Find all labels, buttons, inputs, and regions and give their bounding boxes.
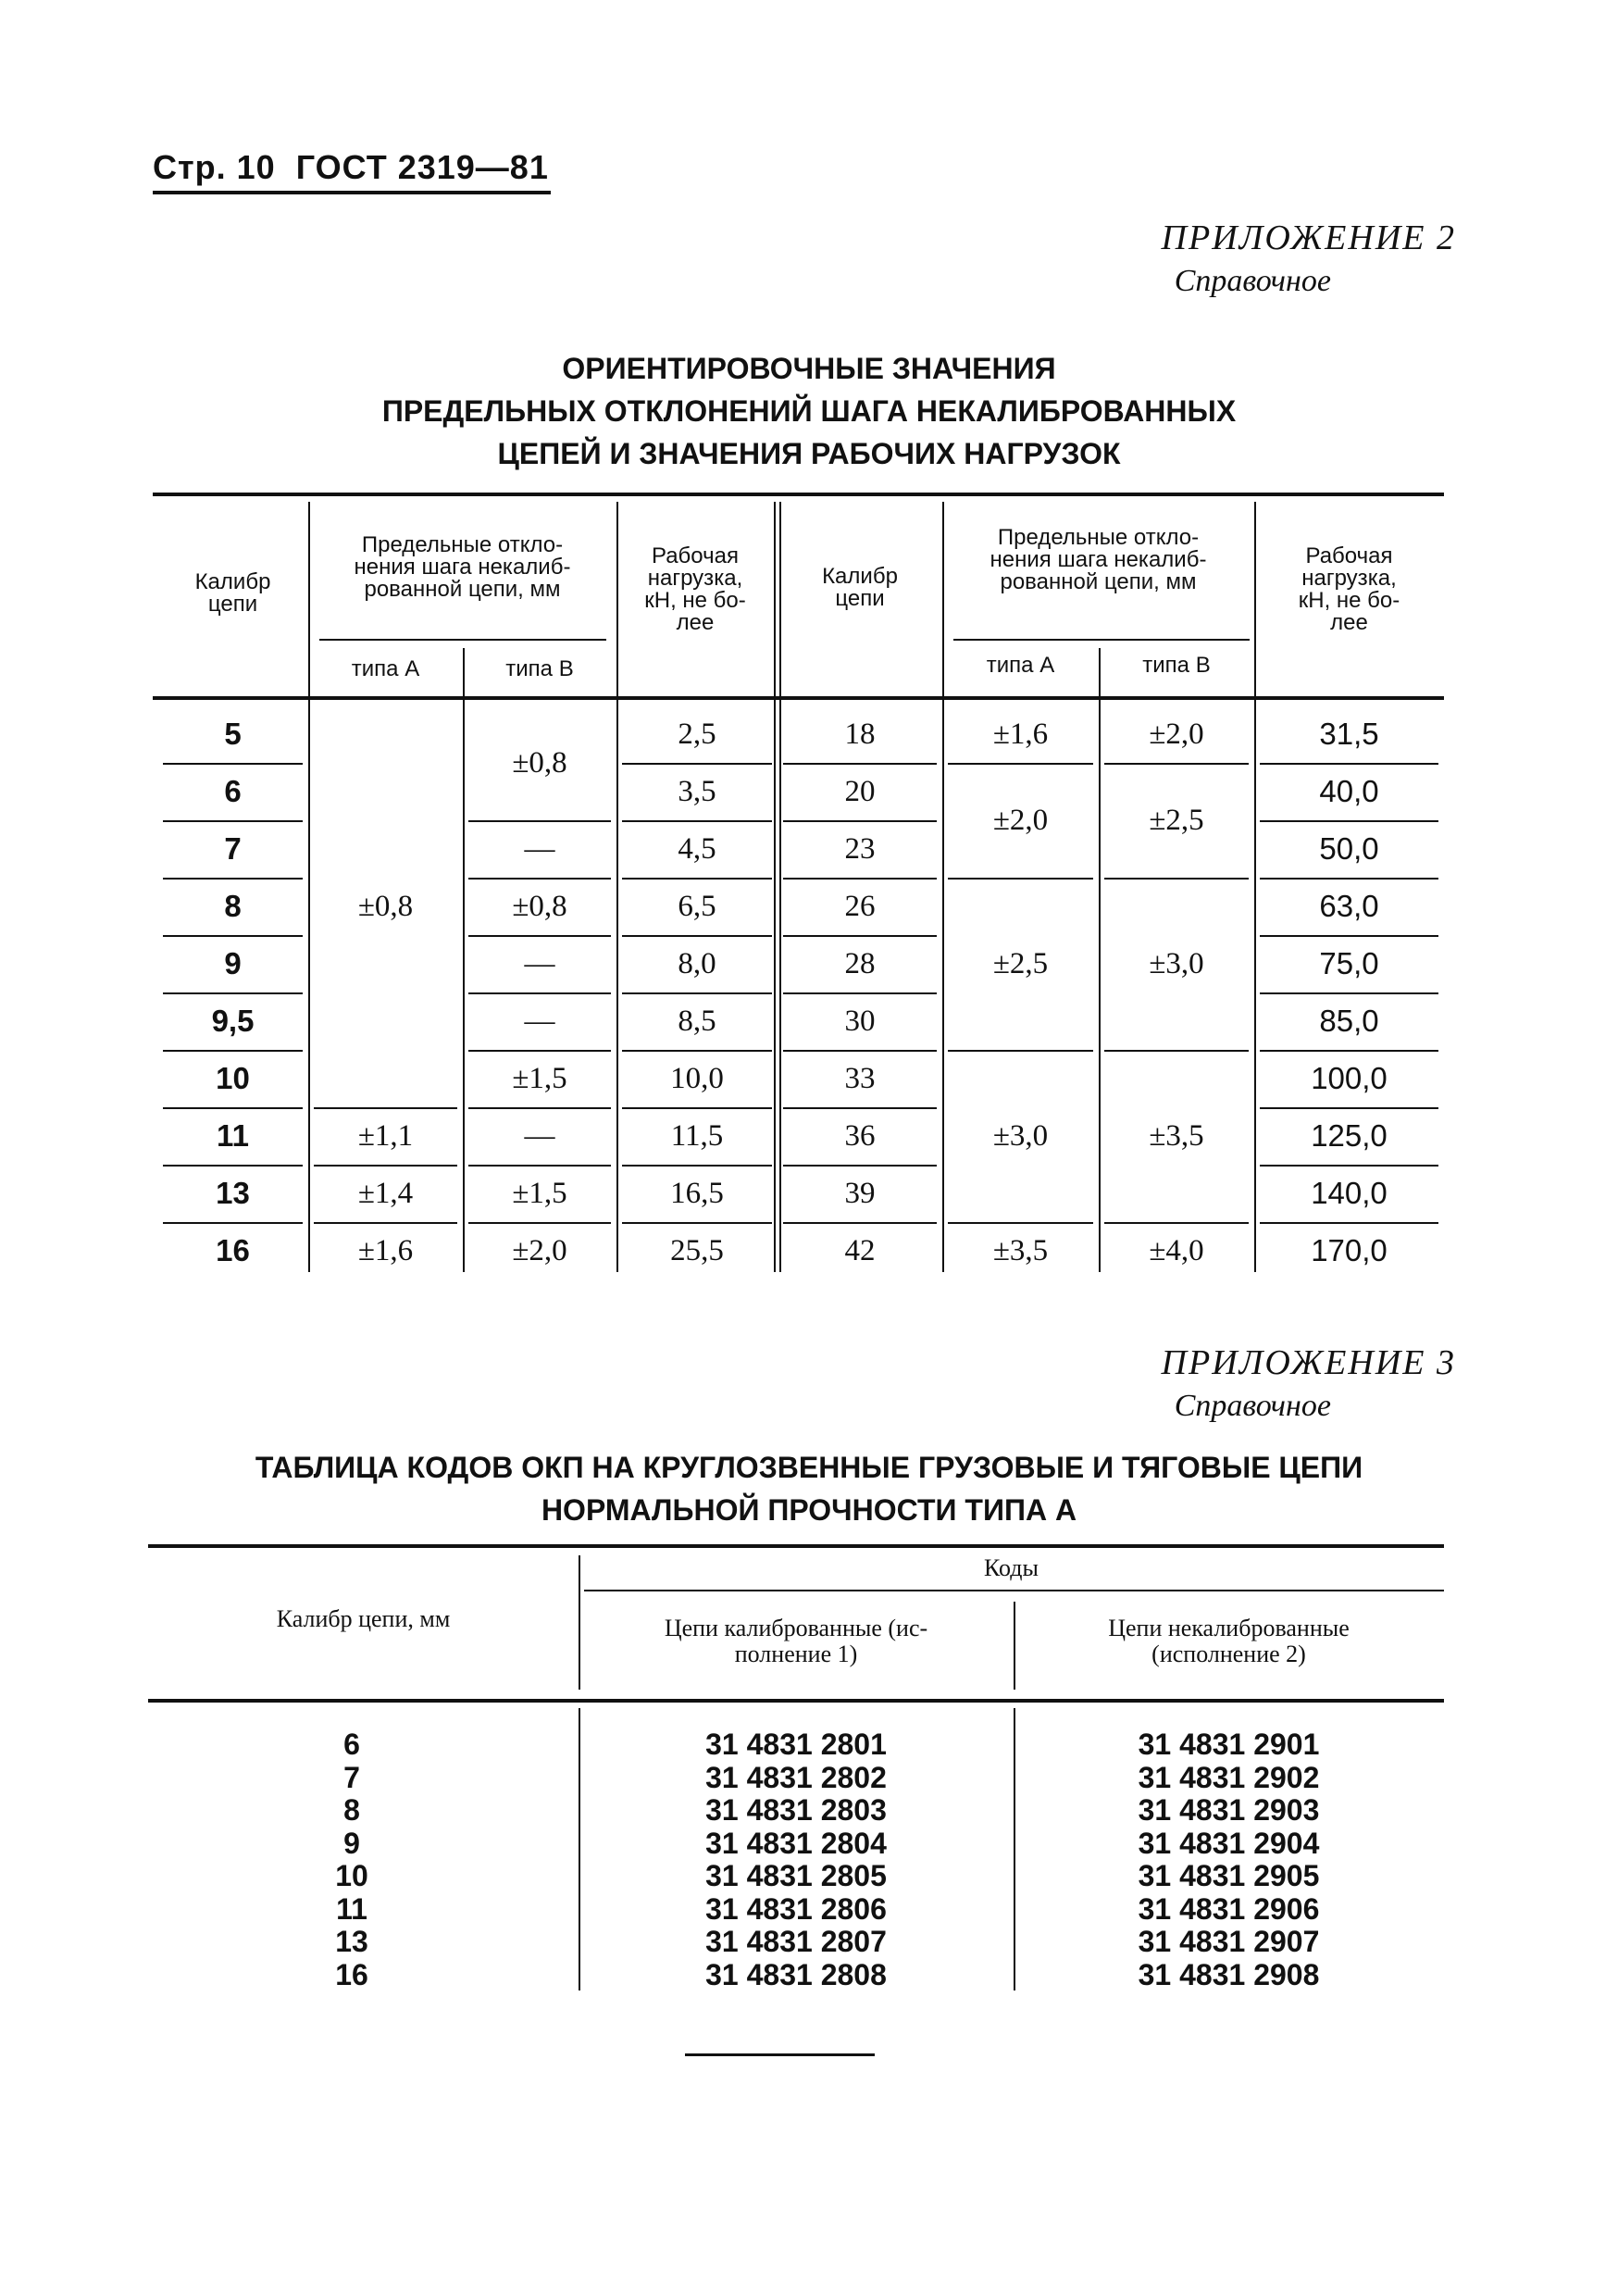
table1-hdr-load-right-3: лее	[1330, 610, 1368, 635]
table1-left-load: 11,5	[670, 1119, 724, 1153]
table1-right-load: 125,0	[1311, 1118, 1388, 1153]
table2-row-uncalibrated: 31 4831 2907	[1138, 1925, 1320, 1958]
table1-hdr-load-right-0: Рабочая	[1305, 543, 1393, 568]
standard-number: ГОСТ 2319—81	[295, 148, 549, 186]
table1-right-load: 170,0	[1311, 1233, 1388, 1267]
table1-right-type-b-rule	[1104, 1222, 1249, 1224]
table2-row-uncalibrated: 31 4831 2905	[1138, 1859, 1320, 1892]
table1-double-2	[779, 502, 781, 1272]
table1-hdr-dev-right-0: Предельные откло-	[997, 525, 1200, 550]
table1-hdr-type-a-right: типа А	[986, 653, 1055, 678]
table1-header-rule	[153, 696, 1444, 700]
table1-left-type-b-rule	[468, 1165, 611, 1167]
table1-right-type-b: ±2,5	[1149, 804, 1204, 837]
table1-left-load-rule	[622, 1050, 772, 1052]
table1-right-caliber: 20	[844, 775, 876, 808]
table2-row-uncalibrated: 31 4831 2902	[1138, 1760, 1320, 1794]
table1-right-load-rule	[1260, 820, 1438, 822]
table1-hdr-dev-left-0: Предельные откло-	[361, 532, 564, 557]
appendix-3-heading-1: ТАБЛИЦА КОДОВ ОКП НА КРУГЛОЗВЕННЫЕ ГРУЗОВЫЕ И ТЯГОВЫЕ ЦЕПИ	[255, 1451, 1363, 1484]
table1-left-caliber-rule	[163, 1107, 303, 1109]
table2-row-caliber: 16	[335, 1957, 368, 1991]
table1-left-caliber-rule	[163, 820, 303, 822]
appendix-3-title: ПРИЛОЖЕНИЕ 3	[1161, 1343, 1456, 1382]
table1-left-load: 6,5	[678, 890, 716, 923]
table1-left-type-b-rule	[468, 820, 611, 822]
table1-left-type-b: ±1,5	[512, 1177, 567, 1210]
table1-right-load-rule	[1260, 935, 1438, 937]
table1-left-caliber-rule	[163, 992, 303, 994]
table1-left-load: 8,0	[678, 947, 716, 980]
table1-right-caliber-rule	[783, 1107, 937, 1109]
table2-row-calibrated: 31 4831 2803	[705, 1793, 887, 1827]
table1-left-type-b: —	[524, 1004, 555, 1038]
table1-left-load-rule	[622, 935, 772, 937]
table1-left-type-b: —	[524, 832, 555, 866]
table1-subhdr-left	[319, 639, 606, 641]
table1-right-caliber-rule	[783, 1165, 937, 1167]
table1-left-type-a: ±1,6	[357, 1234, 414, 1267]
table1-right-caliber-rule	[783, 1050, 937, 1052]
table1-left-load-rule	[622, 763, 772, 765]
appendix-2-heading-2: ПРЕДЕЛЬНЫХ ОТКЛОНЕНИЙ ШАГА НЕКАЛИБРОВАННЫХ	[381, 394, 1237, 428]
table1-right-type-a: ±2,0	[992, 804, 1049, 837]
table1-right-caliber: 26	[844, 890, 876, 923]
table1-left-caliber: 16	[216, 1233, 250, 1267]
table1-left-load-rule	[622, 820, 772, 822]
table1-left-caliber: 9	[224, 946, 242, 980]
table1-right-load: 140,0	[1311, 1176, 1388, 1210]
table1-left-type-b-rule	[468, 992, 611, 994]
table2-row-caliber: 6	[343, 1728, 360, 1761]
table1-right-caliber: 36	[844, 1119, 876, 1153]
table1-right-load: 63,0	[1319, 889, 1379, 923]
table1-left-caliber: 9,5	[211, 1004, 255, 1038]
table1-right-caliber-rule	[783, 992, 937, 994]
table1-left-caliber: 8	[224, 889, 242, 923]
table2-row-calibrated: 31 4831 2804	[705, 1826, 887, 1860]
table1-left-caliber-rule	[163, 878, 303, 880]
table1-left-type-b-rule	[468, 1107, 611, 1109]
table2-hdr-codes: Коды	[984, 1554, 1039, 1581]
table1-hdr-load-left-3: лее	[676, 610, 715, 635]
table1-right-load-rule	[1260, 878, 1438, 880]
appendix-3-heading-2: НОРМАЛЬНОЙ ПРОЧНОСТИ ТИПА А	[541, 1493, 1077, 1527]
table2-hdr-calibrated-1: полнение 1)	[734, 1641, 858, 1667]
table1-left-load-rule	[622, 878, 772, 880]
table1-right-load: 50,0	[1319, 831, 1379, 866]
table1-right-caliber: 33	[844, 1062, 876, 1095]
table1-right-caliber: 42	[844, 1234, 876, 1267]
table2-codes-rule	[584, 1590, 1444, 1591]
table1-left-caliber: 13	[216, 1176, 250, 1210]
table2-hdr-uncalibrated-1: (исполнение 2)	[1151, 1641, 1306, 1667]
table1-left-load: 25,5	[670, 1234, 724, 1267]
table1-right-type-a-rule	[948, 1050, 1093, 1052]
table1-left-type-b: ±1,5	[512, 1062, 567, 1095]
table2-row-uncalibrated: 31 4831 2903	[1138, 1793, 1320, 1827]
appendix-2-subtitle: Справочное	[1174, 264, 1331, 298]
table1-right-load: 31,5	[1319, 717, 1379, 751]
table2-row-caliber: 9	[343, 1826, 360, 1860]
table1-left-load: 16,5	[670, 1177, 724, 1210]
table1-right-load: 100,0	[1311, 1061, 1388, 1095]
appendix-2-title: ПРИЛОЖЕНИЕ 2	[1161, 218, 1456, 257]
table1-left-load: 2,5	[678, 718, 716, 751]
table1-left-caliber: 10	[216, 1061, 250, 1095]
table1-right-load: 75,0	[1319, 946, 1379, 980]
table1-right-load: 85,0	[1319, 1004, 1379, 1038]
table1-hdr-type-b-right: типа В	[1142, 653, 1211, 678]
table1-left-type-a: ±0,8	[357, 890, 414, 923]
table1-left-caliber-rule	[163, 1165, 303, 1167]
table1-left-type-b: —	[524, 1119, 555, 1153]
table2-top-rule	[148, 1544, 1444, 1548]
table1-hdr-caliber-right-1: цепи	[835, 586, 885, 611]
table1-right-type-b-rule	[1104, 1050, 1249, 1052]
table1-right-load-rule	[1260, 992, 1438, 994]
table2-row-caliber: 10	[335, 1859, 368, 1892]
table2-row-calibrated: 31 4831 2807	[705, 1925, 887, 1958]
table1-left-load-rule	[622, 1222, 772, 1224]
table1-right-caliber: 30	[844, 1004, 876, 1038]
table1-left-caliber-rule	[163, 1050, 303, 1052]
table2-row-calibrated: 31 4831 2801	[705, 1728, 887, 1761]
table1-hdr-dev-right-2: рованной цепи, мм	[1000, 569, 1197, 594]
table1-right-caliber-rule	[783, 820, 937, 822]
table1-vline-2	[942, 502, 944, 1272]
table1-subhdr-right	[953, 639, 1250, 641]
table1-right-load-rule	[1260, 763, 1438, 765]
table2-header-rule	[148, 1699, 1444, 1703]
table1-hdr-load-left-2: кН, не бо-	[644, 588, 746, 613]
table1-right-type-b: ±4,0	[1149, 1234, 1204, 1267]
table1-right-type-a-rule	[948, 763, 1093, 765]
table1-left-type-b-rule	[468, 935, 611, 937]
table1-left-load: 4,5	[678, 832, 716, 866]
appendix-3-subtitle: Справочное	[1174, 1389, 1331, 1423]
table2-row-calibrated: 31 4831 2808	[705, 1957, 887, 1991]
table1-left-type-b-rule	[468, 878, 611, 880]
table2-row-uncalibrated: 31 4831 2906	[1138, 1891, 1320, 1926]
table1-left-type-a-rule	[314, 1107, 457, 1109]
table1-hdr-load-left-0: Рабочая	[652, 543, 739, 568]
page-header	[153, 148, 549, 187]
table1-left-load: 10,0	[670, 1062, 724, 1095]
table1-right-caliber: 23	[844, 832, 876, 866]
table1-left-type-b: ±2,0	[512, 1234, 567, 1267]
table1-left-type-b: ±0,8	[512, 746, 567, 780]
table1-left-caliber: 11	[217, 1118, 249, 1153]
table1-left-type-b: —	[524, 947, 555, 980]
table1-right-type-a-rule	[948, 878, 1093, 880]
page-number: Стр. 10	[153, 148, 276, 186]
table1-right-type-a: ±2,5	[992, 947, 1049, 980]
table1-right-type-b: ±3,5	[1149, 1119, 1204, 1153]
table1-hdr-caliber-left-1: цепи	[207, 592, 258, 617]
table2-hdr-caliber: Калибр цепи, мм	[276, 1605, 451, 1632]
table1-left-load-rule	[622, 1107, 772, 1109]
table1-hdr-caliber-right-0: Калибр	[822, 564, 898, 589]
table1-hdr-dev-right-1: нения шага некалиб-	[989, 547, 1207, 572]
table1-right-caliber: 39	[844, 1177, 876, 1210]
table1-right-type-b: ±3,0	[1149, 947, 1204, 980]
table1-left-caliber: 5	[224, 717, 242, 751]
table1-hdr-load-left-1: нагрузка,	[647, 566, 743, 591]
table1-left-caliber-rule	[163, 763, 303, 765]
table1-left-type-b-rule	[468, 1050, 611, 1052]
table1-left-caliber: 7	[224, 831, 242, 866]
table1-right-caliber-rule	[783, 935, 937, 937]
table1-right-load-rule	[1260, 1107, 1438, 1109]
table2-row-uncalibrated: 31 4831 2904	[1138, 1826, 1320, 1860]
table1-right-type-b-rule	[1104, 878, 1249, 880]
header-rule	[153, 191, 551, 194]
table1-right-caliber-rule	[783, 1222, 937, 1224]
table1-right-caliber: 28	[844, 947, 876, 980]
table1-hdr-load-right-2: кН, не бо-	[1298, 588, 1400, 613]
end-rule	[685, 2053, 875, 2056]
table2-hdr-calibrated-0: Цепи калиброванные (ис-	[664, 1615, 928, 1641]
table2-row-calibrated: 31 4831 2802	[705, 1760, 887, 1794]
table1-hdr-type-a-left: типа А	[351, 656, 420, 681]
table1-right-type-a-rule	[948, 1222, 1093, 1224]
table1-right-type-b-rule	[1104, 763, 1249, 765]
table1-right-caliber-rule	[783, 763, 937, 765]
table1-left-type-a: ±1,4	[357, 1177, 414, 1210]
table1-hdr-caliber-left-0: Калибр	[194, 569, 271, 594]
table1-left-load: 3,5	[678, 775, 716, 808]
table1-left-caliber-rule	[163, 935, 303, 937]
table1-left-load: 8,5	[678, 1004, 716, 1038]
table1-right-caliber: 18	[844, 718, 876, 751]
table2-row-caliber: 7	[343, 1760, 360, 1794]
table1-left-type-a-rule	[314, 1222, 457, 1224]
table1-hdr-load-right-1: нагрузка,	[1301, 566, 1397, 591]
table2-row-calibrated: 31 4831 2805	[705, 1859, 887, 1892]
table2-row-uncalibrated: 31 4831 2901	[1138, 1728, 1320, 1761]
table2-row-caliber: 13	[335, 1925, 368, 1958]
appendix-2-heading-1: ОРИЕНТИРОВОЧНЫЕ ЗНАЧЕНИЯ	[562, 352, 1056, 385]
table2-row-caliber: 8	[343, 1793, 360, 1827]
appendix-2-heading-3: ЦЕПЕЙ И ЗНАЧЕНИЯ РАБОЧИХ НАГРУЗОК	[497, 437, 1121, 470]
table1-right-load-rule	[1260, 1222, 1438, 1224]
table1-right-load: 40,0	[1319, 774, 1379, 808]
table1-left-load-rule	[622, 1165, 772, 1167]
table2-hdr-uncalibrated-0: Цепи некалиброванные	[1108, 1615, 1350, 1641]
table1-right-type-a: ±3,5	[992, 1234, 1049, 1267]
table2-row-calibrated: 31 4831 2806	[705, 1891, 887, 1926]
table1-hdr-dev-left-1: нения шага некалиб-	[354, 555, 571, 580]
table1-left-caliber-rule	[163, 1222, 303, 1224]
table1-double-1	[774, 502, 776, 1272]
table1-right-caliber-rule	[783, 878, 937, 880]
table1-right-type-b: ±2,0	[1149, 718, 1204, 751]
table1-left-type-b-rule	[468, 1222, 611, 1224]
table1-left-type-b: ±0,8	[512, 890, 567, 923]
table1-top-rule	[153, 493, 1444, 496]
table2-row-caliber: 11	[336, 1891, 367, 1926]
table1-hdr-dev-left-2: рованной цепи, мм	[364, 577, 561, 602]
table2-row-uncalibrated: 31 4831 2908	[1138, 1957, 1320, 1991]
table1-right-load-rule	[1260, 1165, 1438, 1167]
table1-hdr-type-b-left: типа В	[505, 656, 574, 681]
table1-left-type-a-rule	[314, 1165, 457, 1167]
table1-left-load-rule	[622, 992, 772, 994]
table1-vline-0	[308, 502, 310, 1272]
table1-right-type-a: ±3,0	[992, 1119, 1049, 1153]
table1-left-type-a: ±1,1	[357, 1119, 414, 1153]
table1-right-load-rule	[1260, 1050, 1438, 1052]
table1-left-caliber: 6	[224, 774, 242, 808]
table1-right-type-a: ±1,6	[992, 718, 1049, 751]
